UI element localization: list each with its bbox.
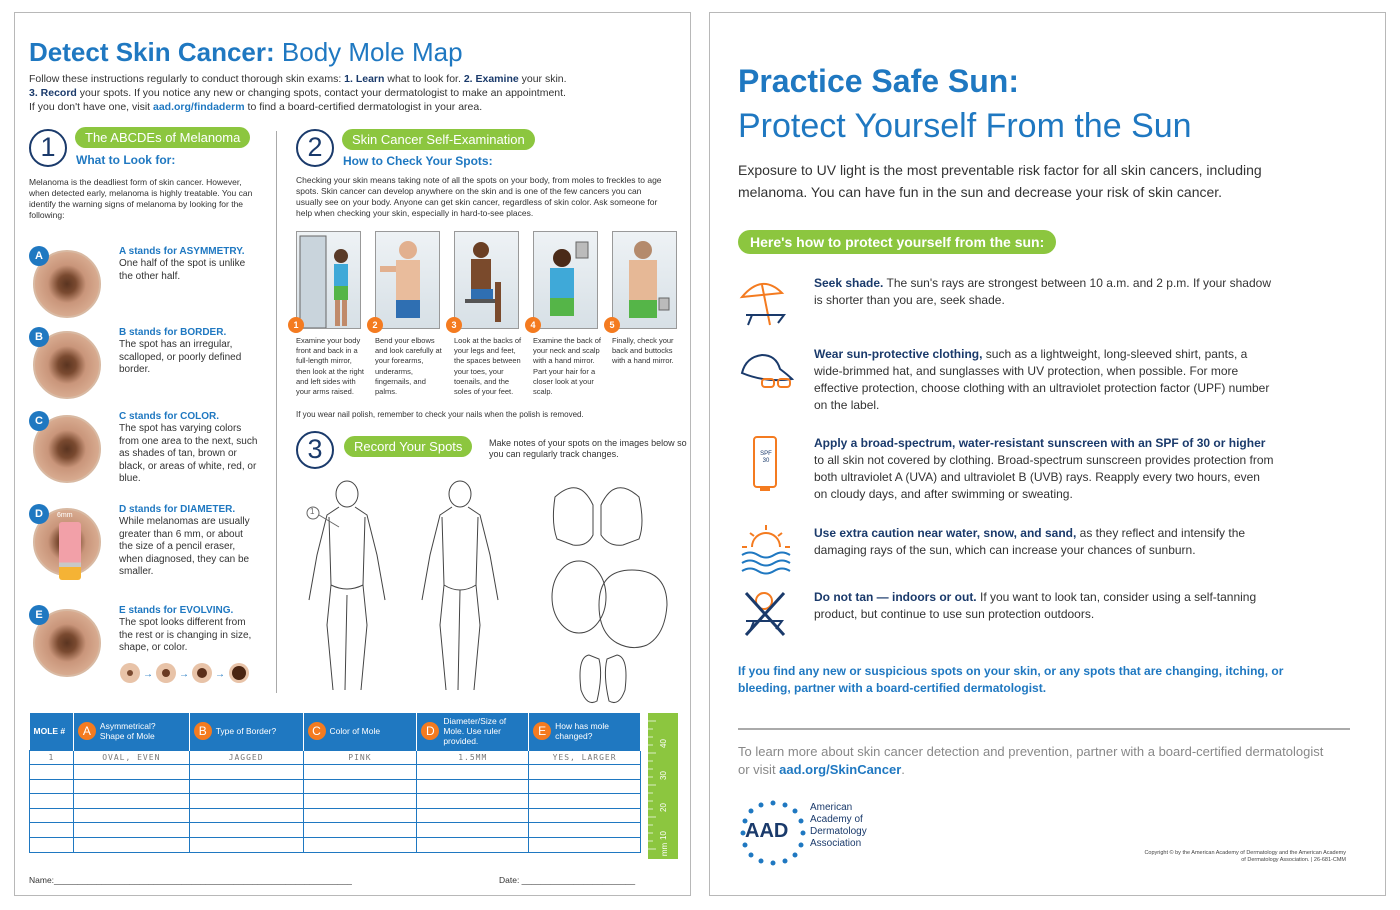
intro-seg: Follow these instructions regularly to conduct thorough skin exams:: [29, 73, 345, 85]
exam-photo-5: [612, 231, 677, 329]
exam-photo-3: [454, 231, 519, 329]
cell[interactable]: [30, 779, 74, 794]
ruler-mark: 20: [658, 803, 668, 812]
cell[interactable]: [189, 823, 303, 838]
abc-text: While melanomas are usually greater than 6 mm, or about the size of a pencil eraser, when diagnosed, they can be smaller.: [119, 516, 250, 577]
safe-sun-intro: Exposure to UV light is the most preventable risk factor for all skin cancers, including melanoma. You can have fun in the sun and decrease your risk of skin cancer.: [738, 162, 1262, 200]
title-bold: Detect Skin Cancer:: [29, 37, 275, 67]
th-badge: E: [533, 722, 551, 740]
cell[interactable]: [529, 794, 641, 809]
cell[interactable]: 1: [30, 750, 74, 765]
cell[interactable]: YES, LARGER: [529, 750, 641, 765]
safe-sun-title: Practice Safe Sun:: [738, 63, 1019, 99]
exam-step-badge: 1: [288, 317, 304, 333]
body-map-area[interactable]: [287, 475, 683, 707]
table-row[interactable]: [30, 765, 641, 780]
cell[interactable]: PINK: [303, 750, 417, 765]
th-label: Color of Mole: [329, 726, 381, 737]
exam-caption: Examine your body front and back in a full-length mirror, then look at the right and left sides with your arms raised.: [296, 336, 364, 397]
eraser-size-label: 6mm: [57, 512, 73, 519]
step-3-circle: 3: [296, 431, 334, 469]
skincancer-link[interactable]: aad.org/SkinCancer: [779, 762, 902, 777]
how-to-check: How to Check Your Spots:: [343, 154, 493, 168]
self-exam-pill: Skin Cancer Self-Examination: [342, 129, 535, 150]
tip-bold: Do not tan — indoors or out.: [814, 590, 977, 604]
abc-text: The spot looks different from the rest or is changing in size, shape, or color.: [119, 617, 252, 653]
svg-text:→: →: [143, 669, 153, 680]
cell[interactable]: [189, 794, 303, 809]
cell[interactable]: [30, 794, 74, 809]
cell[interactable]: [73, 765, 189, 780]
tip-sunscreen: [814, 435, 1274, 503]
tip-bold: Apply a broad-spectrum, water-resistant sunscreen with an SPF of 30 or higher: [814, 436, 1266, 450]
tip-text: If you want to look tan, consider using a self-tanning product, but continue to use sun protection outdoors.: [814, 590, 1257, 621]
findaderm-link[interactable]: aad.org/findaderm: [153, 101, 245, 113]
table-row[interactable]: [30, 808, 641, 823]
intro-seg: what to look for.: [384, 73, 464, 85]
badge-d: D: [29, 504, 49, 524]
exam-caption: Examine the back of your neck and scalp with a hand mirror. Part your hair for a closer look at your scalp.: [533, 336, 601, 397]
th-label: MOLE #: [33, 726, 66, 737]
exam-step-badge: 5: [604, 317, 620, 333]
svg-text:→: →: [179, 669, 189, 680]
tip-do-not-tan: [814, 589, 1274, 623]
intro-seg: your spots. If you notice any new or changing spots, contact your dermatologist to make an appointment.: [76, 87, 566, 99]
sun-water-icon: [736, 523, 796, 578]
dermatologist-callout: If you find any new or suspicious spots on your skin, or any spots that are changing, itching, or bleeding, partner with a board-certified dermatologist.: [738, 664, 1284, 695]
cell[interactable]: [30, 765, 74, 780]
abc-title: D stands for DIAMETER.: [119, 504, 236, 515]
aad-line: Academy of: [810, 814, 863, 825]
aad-line: American: [810, 802, 853, 813]
exam-photo-2: [375, 231, 440, 329]
step-1-circle: 1: [29, 129, 67, 167]
ruler-mark: 10: [658, 831, 668, 840]
tip-text: to all skin not covered by clothing. Broad-spectrum sunscreen provides protection from both ultraviolet A (UVA) and ultraviolet B (UVB) rays. Reapply every two hours, even on cloudy days, and after swimming or sweating.: [814, 453, 1274, 501]
cell[interactable]: [73, 808, 189, 823]
scalp-exam-illustration-icon: [534, 232, 598, 329]
body-mole-map-page: [14, 12, 691, 896]
safe-sun-subtitle: Protect Yourself From the Sun: [738, 107, 1192, 145]
th-mole: [30, 713, 74, 750]
th-label: How has mole changed?: [555, 721, 609, 742]
cell[interactable]: [73, 838, 189, 853]
intro-bold: 3. Record: [29, 87, 77, 99]
spot-marker-label: 1: [310, 507, 315, 516]
record-spots-text: Make notes of your spots on the images below so you can regularly track changes.: [489, 438, 687, 459]
aad-line: Association: [810, 838, 862, 849]
cell[interactable]: [417, 794, 529, 809]
th-diameter: [417, 713, 529, 750]
tip-clothing: [814, 346, 1274, 414]
cell[interactable]: [303, 808, 417, 823]
exam-step-badge: 2: [367, 317, 383, 333]
mm-ruler: [648, 713, 678, 859]
tip-text: as they reflect and intensify the damaging rays of the sun, which can increase your chances of sunburn.: [814, 526, 1246, 557]
cell[interactable]: [303, 765, 417, 780]
abc-text: The spot has varying colors from one area to the next, such as shades of tan, brown or black, or areas of white, red, or blue.: [119, 423, 258, 484]
cell[interactable]: [73, 823, 189, 838]
learn-text: To learn more about skin cancer detection and prevention, partner with a board-certified dermatologist or visit: [738, 744, 1324, 777]
name-field[interactable]: Name:_______________________________________________________________: [29, 875, 352, 885]
svg-text:→: →: [215, 669, 225, 680]
abc-title: C stands for COLOR.: [119, 411, 220, 422]
column-divider: [276, 131, 277, 693]
exam-photo-1: [296, 231, 361, 329]
nail-polish-note: If you wear nail polish, remember to check your nails when the polish is removed.: [296, 410, 584, 419]
exam-caption: Finally, check your back and buttocks with a hand mirror.: [612, 336, 674, 366]
th-evolving: [529, 713, 641, 750]
title-light: Body Mole Map: [281, 37, 463, 67]
aad-line: Dermatology: [810, 826, 867, 837]
body-outline-map-icon[interactable]: [287, 475, 683, 707]
aad-logo: [738, 798, 898, 868]
safe-sun-page: [709, 12, 1386, 896]
th-border: [189, 713, 303, 750]
cell[interactable]: [303, 794, 417, 809]
exam-step-badge: 3: [446, 317, 462, 333]
aad-wordmark: [810, 802, 867, 850]
abc-title: A stands for ASYMMETRY.: [119, 246, 245, 257]
intro-bold: 1. Learn: [344, 73, 385, 85]
tip-text: The sun's rays are strongest between 10 a.m. and 2 p.m. If your shadow is shorter than you are, seek shade.: [814, 276, 1271, 307]
cell[interactable]: [529, 779, 641, 794]
evolving-mole-sequence-icon: [119, 662, 259, 684]
abc-text: The spot has an irregular, scalloped, or poorly defined border.: [119, 339, 242, 375]
what-to-look-for: What to Look for:: [76, 153, 176, 167]
abc-title: E stands for EVOLVING.: [119, 605, 234, 616]
ruler-unit: mm: [660, 842, 670, 857]
badge-e: E: [29, 605, 49, 625]
mirror-exam-illustration-icon: [297, 232, 361, 329]
cell[interactable]: [73, 794, 189, 809]
abcde-item-b: [29, 327, 269, 407]
cell[interactable]: [417, 838, 529, 853]
cell[interactable]: [529, 808, 641, 823]
table-row[interactable]: [30, 779, 641, 794]
page-title: [29, 37, 463, 68]
tip-text: such as a lightweight, long-sleeved shirt, pants, a wide-brimmed hat, and sunglasses with UV protection, when possible. For more effective protection, choose clothing with an ultraviolet protection factor (UPF) number on the label.: [814, 347, 1270, 412]
intro-seg: to find a board-certified dermatologist in your area.: [244, 101, 483, 113]
copyright: Copyright © by the American Academy of Dermatology and the American Academy of Dermatology Association. | 26-681-CMM: [1144, 850, 1346, 863]
cell[interactable]: [303, 779, 417, 794]
cell[interactable]: [30, 838, 74, 853]
spf-label: SPF 30: [760, 451, 772, 464]
step-2-circle: 2: [296, 129, 334, 167]
exam-caption: Look at the backs of your legs and feet, the spaces between your toes, your toenails, and the soles of your feet.: [454, 336, 522, 397]
table-row[interactable]: [30, 838, 641, 853]
table-row[interactable]: [30, 750, 641, 765]
intro-seg: your skin.: [518, 73, 567, 85]
back-exam-illustration-icon: [613, 232, 677, 329]
intro-seg: If you don't have one, visit: [29, 101, 153, 113]
tip-seek-shade: [814, 275, 1274, 309]
melanoma-intro: Melanoma is the deadliest form of skin cancer. However, when detected early, melanoma is highly treatable. You can identify the warning signs of melanoma by looking for the following:: [29, 177, 253, 220]
cell[interactable]: [189, 808, 303, 823]
th-badge: D: [421, 722, 439, 740]
cell[interactable]: [189, 779, 303, 794]
table-row[interactable]: [30, 794, 641, 809]
aad-mark: AAD: [745, 820, 789, 842]
badge-a: A: [29, 246, 49, 266]
abc-text: One half of the spot is unlike the other half.: [119, 258, 246, 282]
th-badge: C: [308, 722, 326, 740]
cell[interactable]: [303, 838, 417, 853]
ruler-mark: 40: [658, 739, 668, 748]
cell[interactable]: [30, 808, 74, 823]
date-field[interactable]: Date: ________________________: [499, 875, 636, 885]
table-header-row: [30, 713, 641, 750]
legs-exam-illustration-icon: [455, 232, 519, 329]
mole-record-table[interactable]: [29, 713, 641, 853]
cell[interactable]: [529, 823, 641, 838]
learn-more-text: [738, 743, 1338, 779]
intro-text: [29, 72, 679, 114]
exam-caption: Bend your elbows and look carefully at your forearms, underarms, fingernails, and palms.: [375, 336, 442, 397]
cell[interactable]: [189, 765, 303, 780]
abcde-item-a: [29, 246, 269, 326]
cell[interactable]: JAGGED: [189, 750, 303, 765]
table-row[interactable]: [30, 823, 641, 838]
tip-water-snow-sand: [814, 525, 1274, 559]
hat-sunglasses-icon: [736, 343, 796, 398]
badge-b: B: [29, 327, 49, 347]
umbrella-chair-icon: [736, 275, 796, 330]
abc-title: B stands for BORDER.: [119, 327, 227, 338]
cell[interactable]: [417, 765, 529, 780]
ruler-mark: 30: [658, 771, 668, 780]
arms-exam-illustration-icon: [376, 232, 440, 329]
protect-pill: Here's how to protect yourself from the sun:: [738, 230, 1056, 254]
pencil-eraser-icon: [57, 512, 81, 580]
th-color: [303, 713, 417, 750]
learn-end: .: [901, 762, 905, 777]
cell[interactable]: [417, 808, 529, 823]
no-tanning-icon: [736, 587, 796, 642]
abcde-pill: The ABCDEs of Melanoma: [75, 127, 250, 148]
th-label: Diameter/Size of Mole. Use ruler provided.: [443, 716, 507, 747]
tip-bold: Seek shade.: [814, 276, 884, 290]
cell[interactable]: [73, 779, 189, 794]
cell[interactable]: [529, 838, 641, 853]
record-spots-pill: Record Your Spots: [344, 436, 472, 457]
th-badge: B: [194, 722, 212, 740]
abcde-item-c: [29, 411, 269, 491]
cell[interactable]: [30, 823, 74, 838]
tip-bold: Use extra caution near water, snow, and sand,: [814, 526, 1077, 540]
self-exam-text: Checking your skin means taking note of all the spots on your body, from moles to freckles to age spots. Skin cancer can develop anywhere on the skin and is one of the few cancers you can usually see on your body. Anyone can get skin cancer, regardless of skin color. Ask someone for help when checking your skin, especially in hard-to-see places.: [296, 175, 662, 218]
th-label: Asymmetrical? Shape of Mole: [99, 721, 156, 742]
cell[interactable]: [417, 823, 529, 838]
sunscreen-icon: [736, 433, 796, 488]
exam-photo-4: [533, 231, 598, 329]
tip-bold: Wear sun-protective clothing,: [814, 347, 983, 361]
th-label: Type of Border?: [215, 726, 277, 737]
cell[interactable]: [303, 823, 417, 838]
cell[interactable]: [417, 779, 529, 794]
badge-c: C: [29, 411, 49, 431]
th-asymmetry: [73, 713, 189, 750]
cell[interactable]: OVAL, EVEN: [73, 750, 189, 765]
cell[interactable]: 1.5MM: [417, 750, 529, 765]
intro-bold: 2. Examine: [463, 73, 519, 85]
exam-step-badge: 4: [525, 317, 541, 333]
cell[interactable]: [189, 838, 303, 853]
divider: [738, 728, 1350, 730]
abcde-item-d: [29, 504, 269, 584]
cell[interactable]: [529, 765, 641, 780]
evolving-sequence: [119, 662, 259, 684]
th-badge: A: [78, 722, 96, 740]
